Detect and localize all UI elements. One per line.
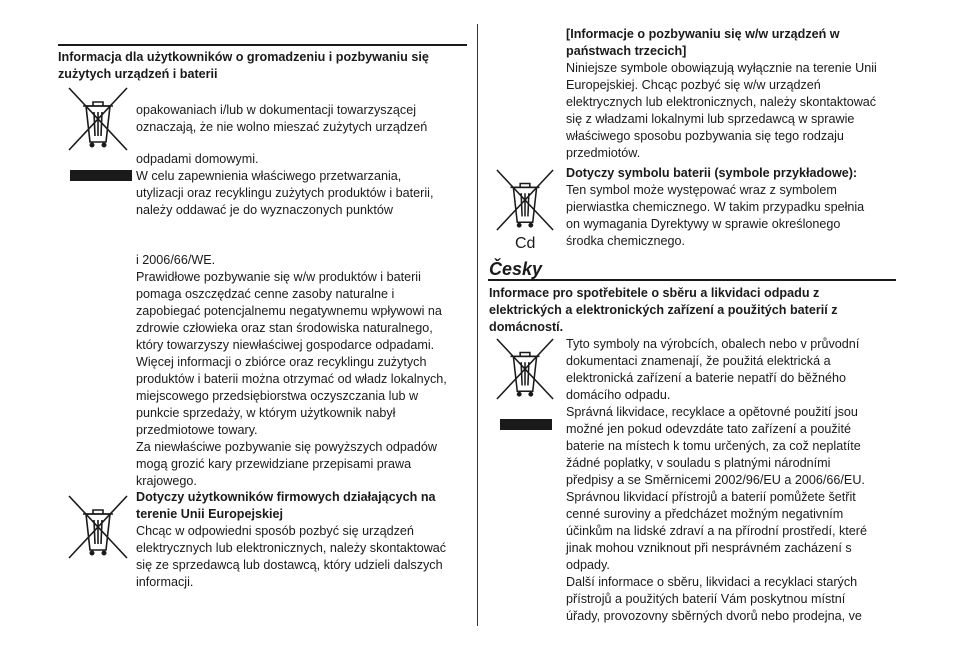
text-line: się ze sprzedawcą lub dostawcą, który udzieli dalszych — [136, 558, 443, 572]
crossed-bin-icon — [66, 494, 130, 560]
czech-section-title: Česky — [489, 259, 543, 279]
text-line: žádné poplatky, v souladu s platnými národními — [566, 456, 831, 470]
heading-czech-info: domácností. — [489, 320, 564, 334]
text-line: možné jen pokud odevzdáte tato zařízení a použité — [566, 422, 851, 436]
column-divider — [477, 24, 478, 626]
text-line: Więcej informacji o zbiórce oraz recyklingu zużytych — [136, 355, 427, 369]
text-line: przedmiotów. — [566, 146, 641, 160]
text-line: přístrojů a použitých baterií Vám poskytnou místní — [566, 592, 846, 606]
black-bar-symbol — [500, 419, 552, 430]
text-line: informacji. — [136, 575, 194, 589]
text-line: úřady, provozovny sběrných dvorů nebo prodejna, ve — [566, 609, 862, 623]
black-bar-symbol — [70, 170, 132, 181]
crossed-bin-icon — [494, 337, 556, 401]
text-line: i 2006/66/WE. — [136, 253, 216, 267]
text-line: domácího odpadu. — [566, 388, 671, 402]
text-line: należy oddawać je do wyznaczonych punktów — [136, 203, 393, 217]
text-line: mogą grozić kary przewidziane przepisami prawa — [136, 457, 412, 471]
heading-czech-info: elektrických a elektronických zařízení a použitých baterií z — [489, 303, 838, 317]
text-line: właściwego sposobu pozbywania się tego rodzaju — [566, 129, 844, 143]
text-line: zapobiegać potencjalnemu negatywnemu wpływowi na — [136, 304, 442, 318]
text-line: baterie na místech k tomu určených, za což neplatíte — [566, 439, 861, 453]
heading-battery-symbol: Dotyczy symbolu baterii (symbole przykładowe): — [566, 166, 858, 180]
text-line: elektronická zařízení a baterie nepatří do běžného — [566, 371, 847, 385]
cd-label: Cd — [515, 235, 536, 252]
text-line: účinkům na lidské zdraví a na přírodní prostředí, které — [566, 524, 867, 538]
text-line: się z władzami lokalnymi lub sprzedawcą w sprawie — [566, 112, 855, 126]
text-line: środka chemicznego. — [566, 234, 686, 248]
text-line: punkcie sprzedaży, w którym użytkownik nabył — [136, 406, 396, 420]
text-line: Správnou likvidací přístrojů a baterií pomůžete šetřit — [566, 490, 856, 504]
text-line: produktów i baterii można otrzymać od władz lokalnych, — [136, 372, 447, 386]
text-line: Další informace o sběru, likvidaci a recyklaci starých — [566, 575, 858, 589]
text-line: Prawidłowe pozbywanie się w/w produktów i baterii — [136, 270, 421, 284]
text-line: on wymagania Dyrektywy w sprawie określonego — [566, 217, 841, 231]
section-rule-czech — [488, 279, 896, 281]
heading-czech-info: Informace pro spotřebitele o sběru a likvidaci odpadu z — [489, 286, 820, 300]
heading-business-users: terenie Unii Europejskiej — [136, 507, 283, 521]
text-line: odpadami domowymi. — [136, 152, 259, 166]
text-line: Ten symbol może występować wraz z symbolem — [566, 183, 837, 197]
text-line: utylizacji oraz recyklingu zużytych produktów i baterii, — [136, 186, 434, 200]
text-line: dokumentaci znamenají, že použitá elektrická a — [566, 354, 831, 368]
text-line: předpisy a se Směrnicemi 2002/96/EU a 2006/66/EU. — [566, 473, 865, 487]
text-line: Tyto symboly na výrobcích, obalech nebo v průvodní — [566, 337, 860, 351]
text-line: odpady. — [566, 558, 610, 572]
text-line: Chcąc w odpowiedni sposób pozbyć się urządzeń — [136, 524, 414, 538]
text-line: cenné suroviny a předcházet možným negativním — [566, 507, 844, 521]
text-line: Za niewłaściwe pozbywanie się powyższych odpadów — [136, 440, 438, 454]
text-line: Niniejsze symbole obowiązują wyłącznie na terenie Unii — [566, 61, 877, 75]
heading-info-users: Informacja dla użytkowników o gromadzeniu i pozbywaniu się zużytych urządzeń i baterii — [58, 50, 429, 81]
text-line: pomaga oszczędzać cenne zasoby naturalne i — [136, 287, 395, 301]
text-line: Europejskiej. Chcąc pozbyć się w/w urządzeń — [566, 78, 821, 92]
section-rule-left — [58, 44, 467, 46]
crossed-bin-icon — [66, 86, 130, 152]
text-line: pierwiastka chemicznego. W takim przypadku spełnia — [566, 200, 865, 214]
battery-bin-icon — [494, 168, 556, 232]
text-line: który towarzyszy niewłaściwej gospodarce odpadami. — [136, 338, 435, 352]
text-line: Správná likvidace, recyklace a opětovné použití jsou — [566, 405, 858, 419]
text-line: elektrycznych lub elektronicznych, należy skontaktować — [136, 541, 447, 555]
text-line: przedmiotowe towary. — [136, 423, 258, 437]
text-line: krajowego. — [136, 474, 197, 488]
text-line: oznaczają, że nie wolno mieszać zużytych urządzeń — [136, 120, 428, 134]
heading-business-users: Dotyczy użytkowników firmowych działających na — [136, 490, 436, 504]
text-line: W celu zapewnienia właściwego przetwarzania, — [136, 169, 402, 183]
text-line: zdrowie człowieka oraz stan środowiska naturalnego, — [136, 321, 433, 335]
text-line: jinak mohou vzniknout při nesprávném zacházení s — [566, 541, 852, 555]
heading-third-countries: państwach trzecich] — [566, 44, 687, 58]
text-line: opakowaniach i/lub w dokumentacji towarzyszącej — [136, 103, 417, 117]
text-line: miejscowego przedsiębiorstwa oczyszczania lub w — [136, 389, 419, 403]
heading-third-countries: [Informacje o pozbywaniu się w/w urządzeń w — [566, 27, 840, 41]
text-line: elektrycznych lub elektronicznych, należy skontaktować — [566, 95, 877, 109]
